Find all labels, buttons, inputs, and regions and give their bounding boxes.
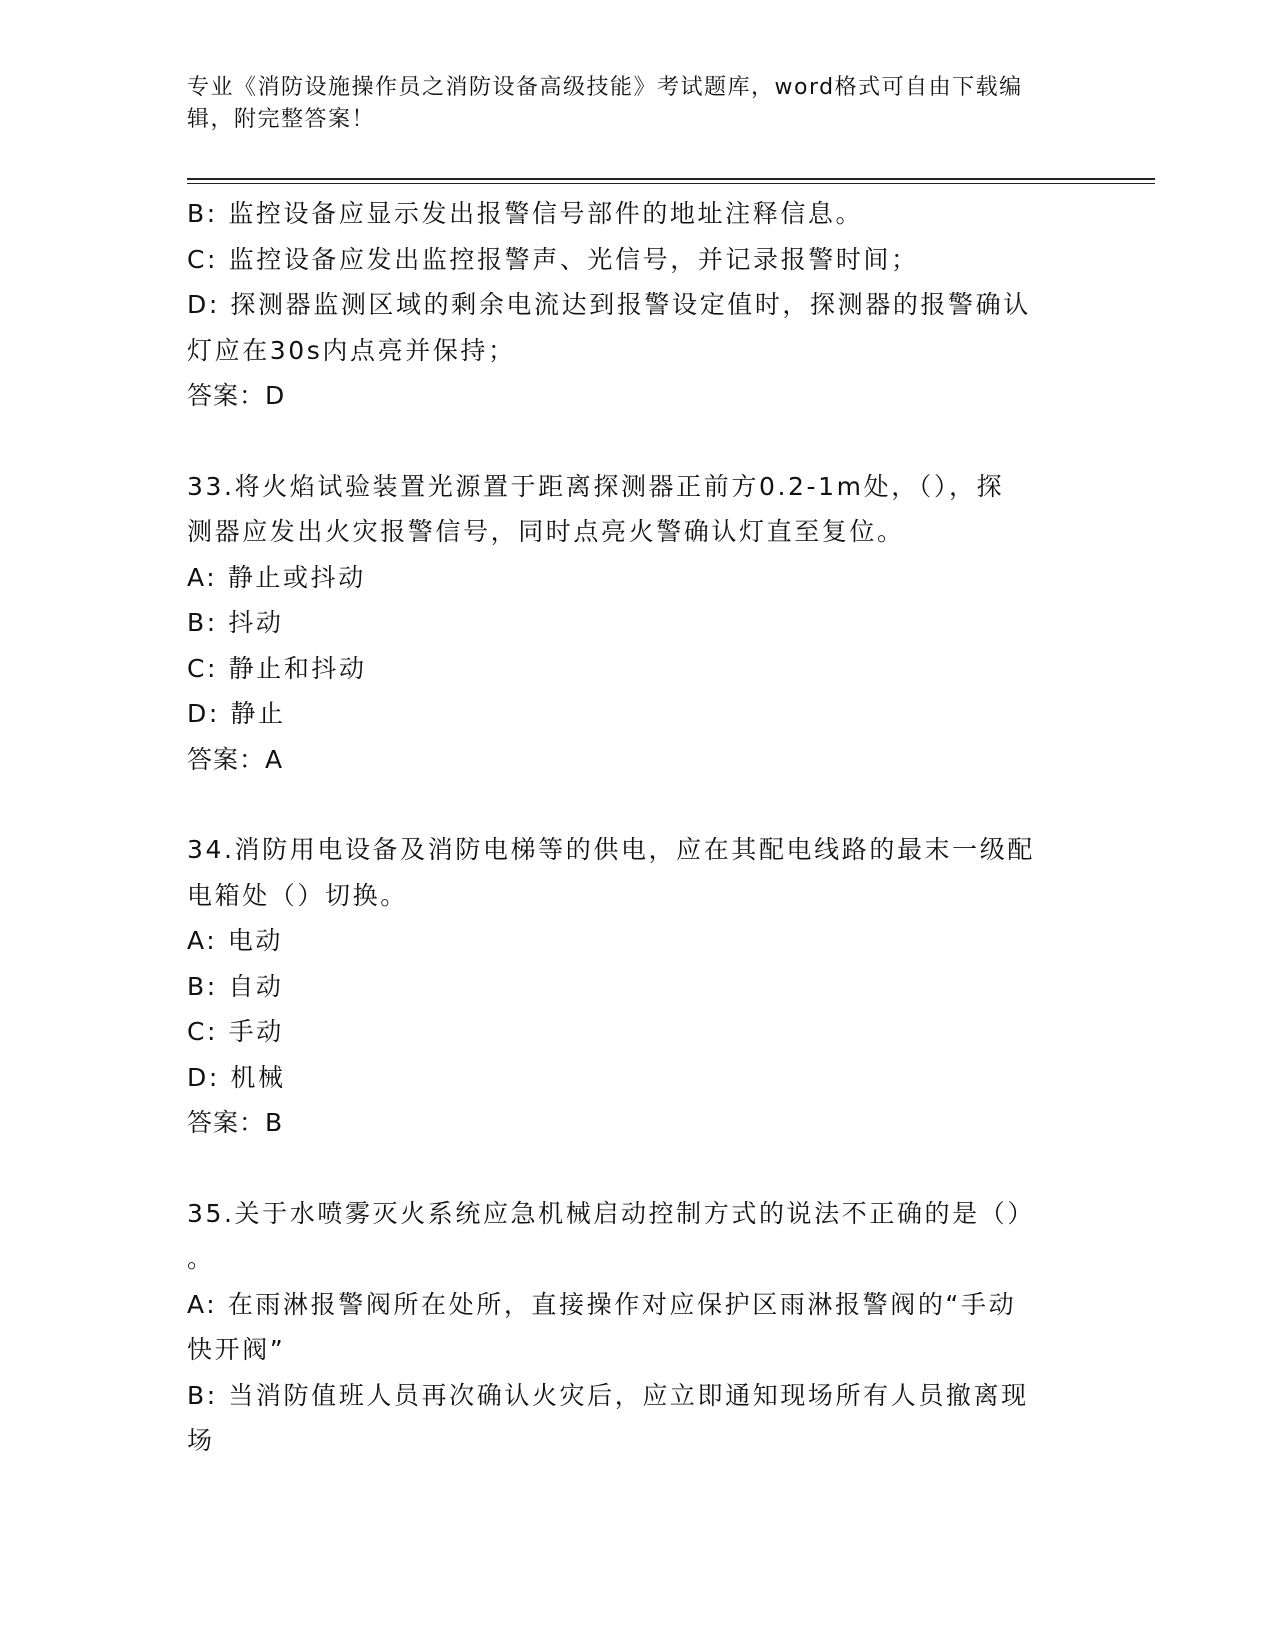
document-header: 专业《消防设施操作员之消防设备高级技能》考试题库，word格式可自由下载编辑，附完整答案！ bbox=[187, 75, 1023, 132]
option-c-line: C: 手动 bbox=[187, 1017, 284, 1046]
spacer bbox=[187, 782, 1077, 827]
option-d-line: D: 机械 bbox=[187, 1062, 286, 1092]
spacer bbox=[187, 419, 1077, 464]
answer-line: 答案：A bbox=[187, 744, 284, 774]
header-divider bbox=[187, 178, 1155, 184]
question-stem: 34.消防用电设备及消防电梯等的供电，应在其配电线路的最末一级配 bbox=[187, 835, 1035, 864]
question-stem-cont: 电箱处（）切换。 bbox=[187, 880, 408, 910]
option-b-line: B: 抖动 bbox=[187, 608, 284, 637]
option-a-line: A: 在雨淋报警阀所在处所，直接操作对应保护区雨淋报警阀的“手动 bbox=[187, 1289, 1017, 1319]
option-a-line-cont: 快开阀” bbox=[187, 1335, 286, 1364]
option-b-line-cont: 场 bbox=[187, 1426, 215, 1455]
question-32-tail bbox=[187, 191, 1077, 419]
question-content bbox=[187, 191, 1077, 1464]
option-c-line: C: 监控设备应发出监控报警声、光信号，并记录报警时间； bbox=[187, 244, 919, 274]
question-stem-cont: 测器应发出火灾报警信号，同时点亮火警确认灯直至复位。 bbox=[187, 517, 905, 546]
option-b-line: B: 当消防值班人员再次确认火灾后，应立即通知现场所有人员撤离现 bbox=[187, 1380, 1029, 1410]
spacer bbox=[187, 1146, 1077, 1191]
option-a-line: A: 静止或抖动 bbox=[187, 562, 366, 592]
answer-line: 答案：D bbox=[187, 381, 286, 410]
option-d-line: D: 探测器监测区域的剩余电流达到报警设定值时，探测器的报警确认 bbox=[187, 290, 1031, 319]
option-b-line: B: 监控设备应显示发出报警信号部件的地址注释信息。 bbox=[187, 199, 864, 228]
option-a-line: A: 电动 bbox=[187, 926, 284, 955]
question-stem-cont: 。 bbox=[187, 1244, 215, 1273]
question-33 bbox=[187, 464, 1077, 783]
answer-line: 答案：B bbox=[187, 1108, 284, 1137]
question-stem: 35.关于水喷雾灭火系统应急机械启动控制方式的说法不正确的是（） bbox=[187, 1198, 1035, 1228]
question-35 bbox=[187, 1191, 1077, 1464]
option-c-line: C: 静止和抖动 bbox=[187, 653, 367, 683]
option-d-line-cont: 灯应在30s内点亮并保持； bbox=[187, 335, 516, 365]
option-b-line: B: 自动 bbox=[187, 971, 284, 1001]
option-d-line: D: 静止 bbox=[187, 699, 286, 728]
question-stem: 33.将火焰试验装置光源置于距离探测器正前方0.2-1m处，（），探 bbox=[187, 471, 1005, 501]
question-34 bbox=[187, 827, 1077, 1146]
